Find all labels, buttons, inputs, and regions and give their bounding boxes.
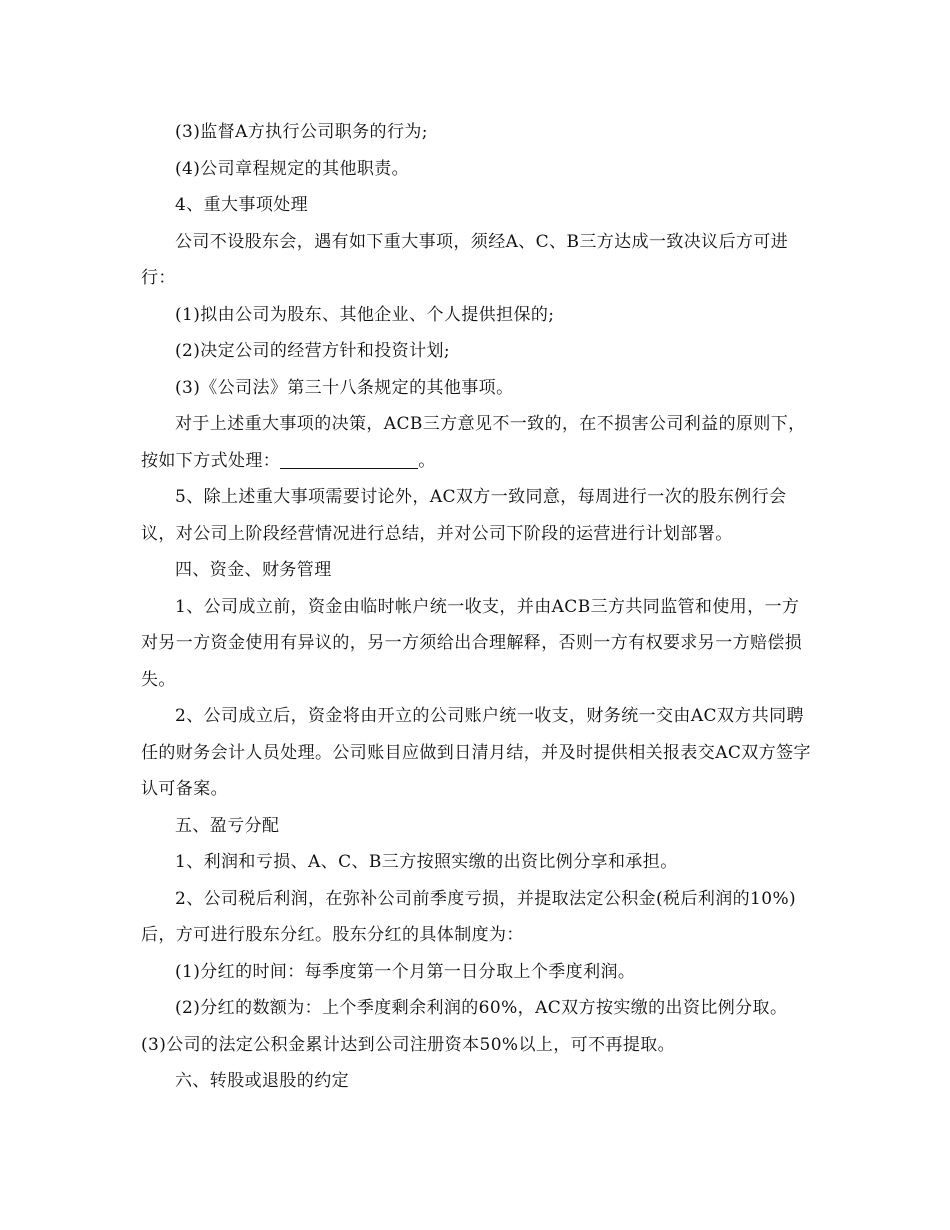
- paragraph: (4)公司章程规定的其他职责。: [175, 158, 410, 179]
- document-body: [141, 114, 811, 1100]
- section-heading: 六、转股或退股的约定: [175, 1071, 349, 1091]
- decision-paragraph: [141, 406, 811, 479]
- paragraph: (3)监督A方执行公司职务的行为;: [175, 122, 428, 142]
- list-item: (2)分红的数额为：上个季度剩余利润的60%，AC双方按实缴的出资比例分取。(3)公司的法定公积金累计达到公司注册资本50%以上，可不再提取。: [141, 998, 788, 1055]
- section-heading: 4、重大事项处理: [175, 195, 309, 215]
- paragraph: 公司不设股东会，遇有如下重大事项，须经A、C、B三方达成一致决议后方可进行：: [141, 231, 789, 288]
- paragraph: 5、除上述重大事项需要讨论外，AC双方一致同意，每周进行一次的股东例行会议，对公司上阶段经营情况进行总结，并对公司下阶段的运营进行计划部署。: [141, 487, 787, 544]
- section-heading: 四、资金、财务管理: [175, 560, 332, 580]
- decision-text: 对于上述重大事项的决策，ACB三方意见不一致的，在不损害公司利益的原则下，按如下方式处理：: [141, 414, 806, 471]
- paragraph: 1、利润和亏损、A、C、B三方按照实缴的出资比例分享和承担。: [175, 852, 678, 872]
- paragraph: 1、公司成立前，资金由临时帐户统一收支，并由ACB三方共同监管和使用，一方对另一方资金使用有异议的，另一方须给出合理解释，否则一方有权要求另一方赔偿损失。: [141, 596, 803, 690]
- decision-end: 。: [418, 450, 436, 471]
- list-item: (3)《公司法》第三十八条规定的其他事项。: [175, 377, 514, 398]
- paragraph: 2、公司成立后，资金将由开立的公司账户统一收支，财务统一交由AC双方共同聘任的财务会计人员处理。公司账目应做到日清月结，并及时提供相关报表交AC双方签字认可备案。: [141, 706, 811, 799]
- paragraph: 2、公司税后利润，在弥补公司前季度亏损，并提取法定公积金(税后利润的10%)后，方可进行股东分红。股东分红的具体制度为：: [141, 888, 797, 945]
- list-item: (2)决定公司的经营方针和投资计划;: [175, 341, 451, 361]
- list-item: (1)拟由公司为股东、其他企业、个人提供担保的;: [175, 304, 555, 325]
- fill-in-blank: [280, 450, 418, 469]
- section-heading: 五、盈亏分配: [175, 815, 280, 836]
- list-item: (1)分红的时间：每季度第一个月第一日分取上个季度利润。: [175, 961, 636, 982]
